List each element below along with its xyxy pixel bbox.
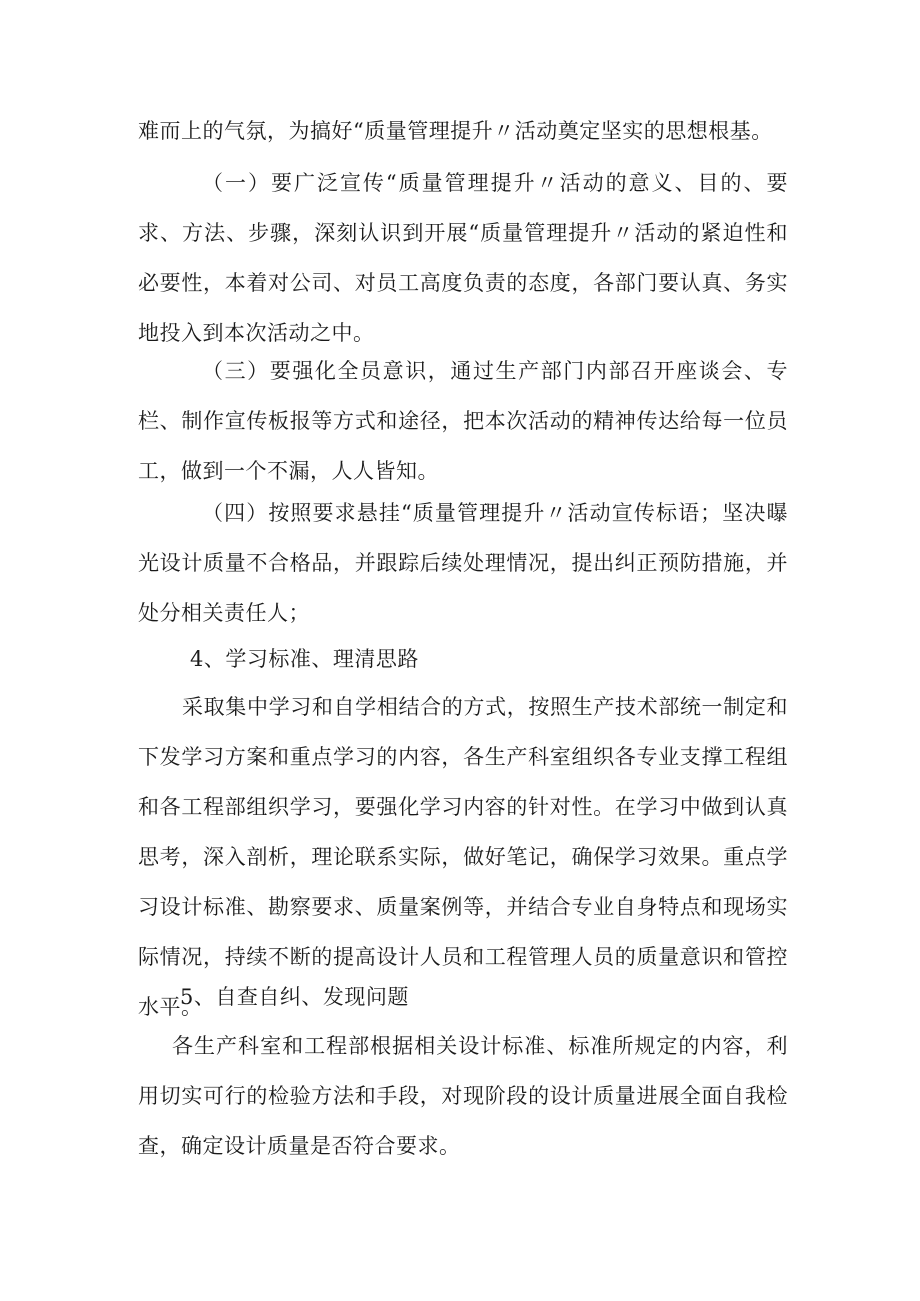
section-heading-5: 5、自查自纠、发现问题 (180, 985, 409, 1009)
paragraph-item-four: （四）按照要求悬挂“质量管理提升〃活动宣传标语；坚决曝光设计质量不合格品，并跟踪后续处理情况，提出纠正预防措施，并处分相关责任人； (138, 501, 788, 625)
paragraph-study-standards: 采取集中学习和自学相结合的方式，按照生产技术部统一制定和下发学习方案和重点学习的内容，各生产科室组织各专业支撑工程组和各工程部组织学习，要强化学习内容的针对性。在学习中做到认真思考，深入剖析，理论联系实际，做好笔记，确保学习效果。重点学习设计标准、勘察要求、质量案例等，并结合专业自身特点和现场实际情况，持续不断的提高设计人员和工程管理人员的质量意识和管控水平。 (138, 695, 788, 1019)
paragraph-item-three: （三）要强化全员意识，通过生产部门内部召开座谈会、专栏、制作宣传板报等方式和途径，把本次活动的精神传达给每一位员工，做到一个不漏，人人皆知。 (138, 359, 788, 483)
paragraph-intro-continuation: 难而上的气氛，为搞好“质量管理提升〃活动奠定坚实的思想根基。 (138, 119, 773, 143)
paragraph-item-one: （一）要广泛宣传“质量管理提升〃活动的意义、目的、要求、方法、步骤，深刻认识到开展“质量管理提升〃活动的紧迫性和必要性，本着对公司、对员工高度负责的态度，各部门要认真、务实地投入到本次活动之中。 (138, 171, 788, 345)
section-heading-4: 4、学习标准、理清思路 (190, 647, 419, 671)
paragraph-self-inspection: 各生产科室和工程部根据相关设计标准、标准所规定的内容，利用切实可行的检验方法和手段，对现阶段的设计质量进展全面自我检查，确定设计质量是否符合要求。 (138, 1034, 788, 1158)
